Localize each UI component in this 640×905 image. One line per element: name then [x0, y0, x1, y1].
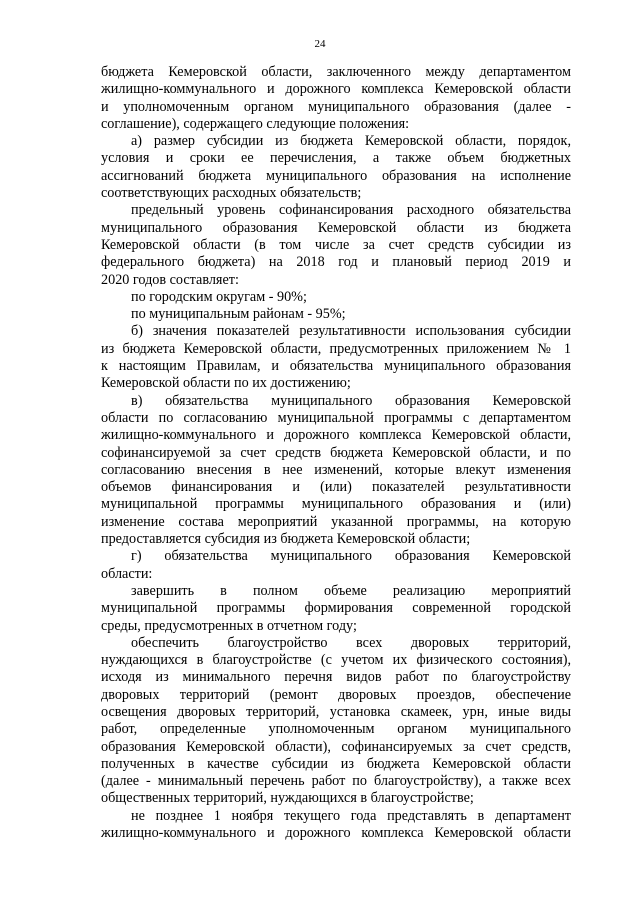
text-line: среды, предусмотренных в отчетном году;	[101, 617, 357, 634]
text-line: а) размер субсидии из бюджета Кемеровской области, порядок,	[131, 133, 571, 150]
text-line: условия и сроки ее перечисления, а также объем бюджетных	[101, 150, 571, 167]
text-line: муниципальной программы формирования современной городской	[101, 600, 571, 617]
text-line: завершить в полном объеме реализацию мероприятий	[131, 582, 571, 599]
text-line: по городским округам - 90%;	[131, 288, 307, 305]
text-line: (далее - минимальный перечень работ по благоустройству), а также всех	[101, 773, 571, 790]
text-line: б) значения показателей результативности использования субсидии	[131, 323, 571, 340]
text-line: полученных в качестве субсидии из бюджета Кемеровской области	[101, 755, 571, 772]
text-line: муниципальной программы муниципального образования и (или)	[101, 496, 571, 513]
text-line: соглашение), содержащего следующие положения:	[101, 115, 410, 132]
text-line: по муниципальным районам - 95%;	[131, 306, 346, 323]
text-line: области:	[101, 565, 153, 582]
text-line: исходя из минимального перечня видов работ по благоустройству	[101, 669, 571, 686]
text-line: соответствующих расходных обязательств;	[101, 185, 362, 202]
text-line: не позднее 1 ноября текущего года представлять в департамент	[131, 807, 571, 824]
text-line: г) обязательства муниципального образования Кемеровской	[131, 548, 571, 565]
text-line: и уполномоченным органом муниципального образования (далее -	[101, 98, 571, 115]
text-line: 2020 годов составляет:	[101, 271, 239, 288]
text-line: бюджета Кемеровской области, заключенного между департаментом	[101, 64, 571, 80]
text-line: изменение состава мероприятий указанной программы, на которую	[101, 513, 571, 530]
text-line: жилищно-коммунального и дорожного комплекса Кемеровской области,	[101, 427, 571, 444]
text-line: освещения дворовых территорий, установка скамеек, урн, иные виды	[101, 703, 571, 720]
text-line: работ, определенные уполномоченным органом муниципального	[101, 721, 571, 738]
text-line: обеспечить благоустройство всех дворовых территорий,	[131, 634, 571, 651]
text-line: образования Кемеровской области), софинансируемых за счет средств,	[101, 738, 571, 755]
text-line: ассигнований бюджета муниципального образования на исполнение	[101, 167, 571, 184]
text-line: дворовых территорий (ремонт дворовых проездов, обеспечение	[101, 686, 571, 703]
text-line: к настоящим Правилам, и обязательства муниципального образования	[101, 358, 571, 375]
text-line: Кемеровской области по их достижению;	[101, 375, 351, 392]
body-text	[101, 64, 571, 842]
text-line: в) обязательства муниципального образования Кемеровской	[131, 392, 571, 409]
text-line: софинансируемой за счет средств бюджета Кемеровской области, и по	[101, 444, 571, 461]
page-number: 24	[314, 38, 326, 50]
text-line: общественных территорий, нуждающихся в благоустройстве;	[101, 790, 474, 807]
text-line: федерального бюджета) на 2018 год и плановый период 2019 и	[101, 254, 571, 271]
text-line: предельный уровень софинансирования расходного обязательства	[131, 202, 571, 219]
text-line: предоставляется субсидия из бюджета Кемеровской области;	[101, 531, 471, 548]
text-line: жилищно-коммунального и дорожного комплекса Кемеровской области	[101, 81, 571, 98]
text-line: объемов финансирования и (или) показателей результативности	[101, 479, 571, 496]
text-line: нуждающихся в благоустройстве (с учетом их физического состояния),	[101, 652, 571, 669]
text-line: муниципального образования Кемеровской области из бюджета	[101, 219, 571, 236]
text-line: жилищно-коммунального и дорожного комплекса Кемеровской области	[101, 825, 571, 842]
text-line: области по согласованию муниципальной программы с департаментом	[101, 409, 571, 426]
text-line: согласованию внесения в нее изменений, которые влекут изменения	[101, 461, 571, 478]
text-line: Кемеровской области (в том числе за счет средств субсидии из	[101, 236, 571, 253]
text-line: из бюджета Кемеровской области, предусмотренных приложением № 1	[101, 340, 571, 357]
